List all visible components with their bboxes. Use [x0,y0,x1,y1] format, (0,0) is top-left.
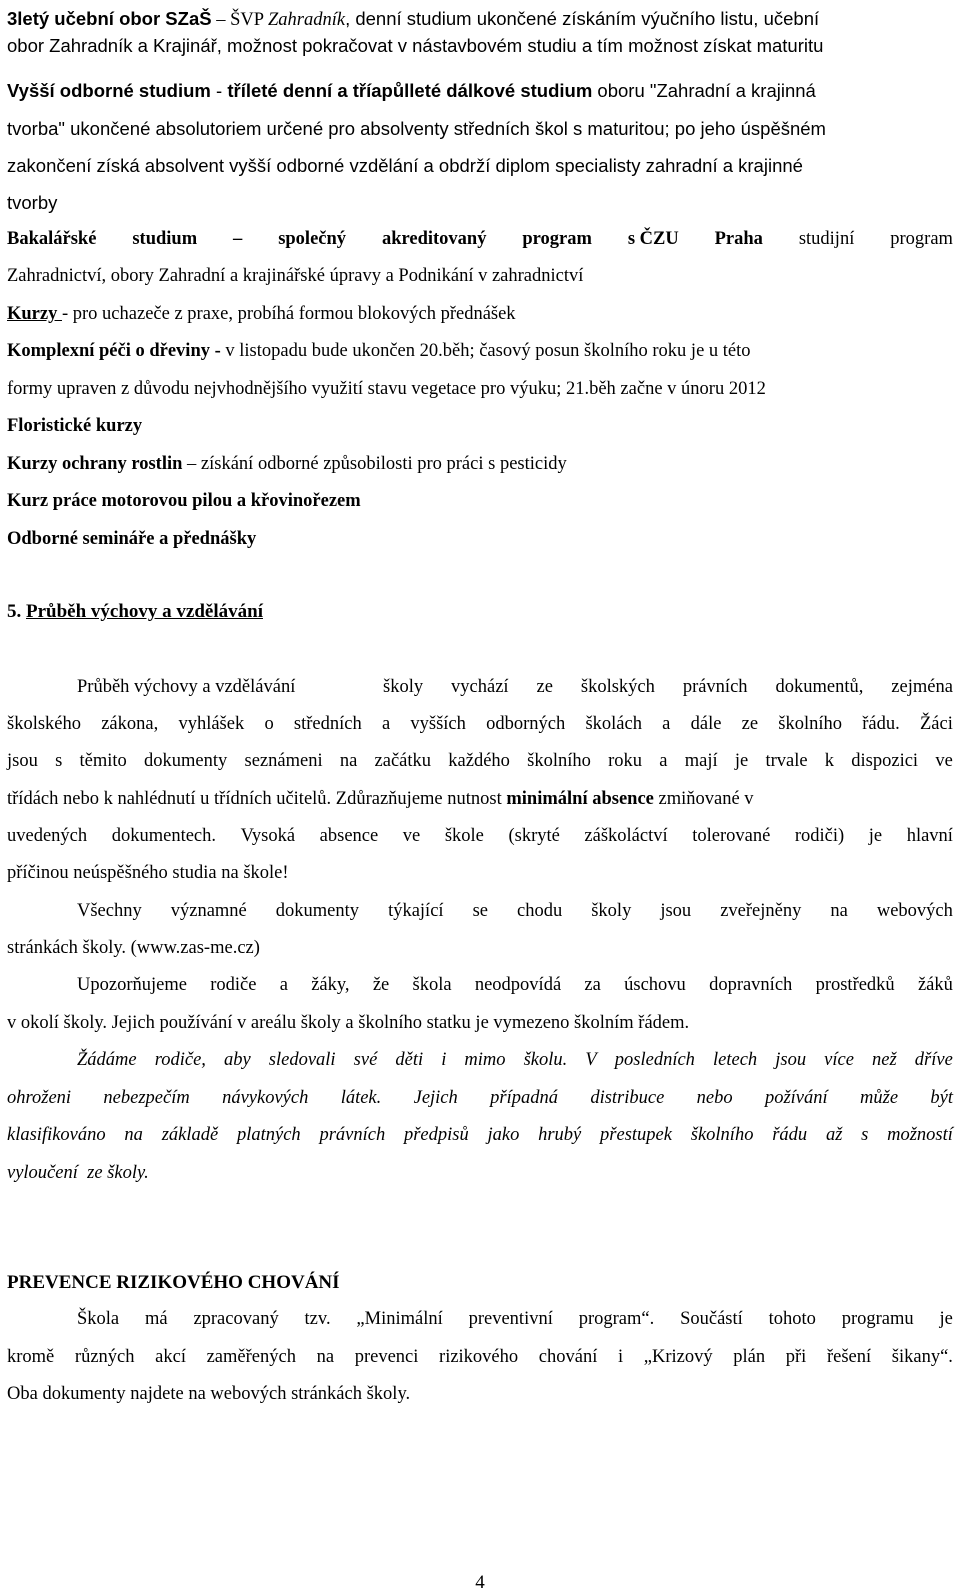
word: jako [487,1125,520,1145]
word: školního [527,751,591,771]
word: úschovu [624,975,686,995]
word: ohroženi [7,1088,72,1108]
word: studium [132,229,198,249]
word: středních [293,714,362,734]
word: školu. [523,1050,568,1070]
word: školského [7,714,81,734]
line-bachelor-2: Zahradnictví, obory Zahradní a krajinářské úpravy a Podnikání v zahradnictví [7,266,584,286]
word: řešení [826,1347,872,1367]
word: řádu. [862,714,900,734]
line-vos-4: tvorby [7,192,58,213]
line-seminars: Odborné semináře a přednášky [7,529,257,549]
word: je [868,826,883,846]
word: dispozici [851,751,919,771]
word: záškoláctví [584,826,668,846]
word: chování [538,1347,598,1367]
word: žáky, [311,975,350,995]
word: odborných [486,714,566,734]
word: se [472,901,488,921]
word: za [584,975,601,995]
word: mají [684,751,718,771]
word: ze [741,714,759,734]
paragraph-line [7,669,953,706]
word: školských [580,677,655,697]
word: že [372,975,390,995]
word: začátku [374,751,432,771]
word: tzv. [304,1309,331,1329]
word: trvale [765,751,808,771]
word: společný [278,229,347,249]
text-regular: třídách nebo k nahlédnutí u třídních učitelů. Zdůrazňujeme nutnost [7,789,507,809]
word: zákona, [101,714,159,734]
heading-number: 5. [7,601,26,622]
heading-title: Průběh výchovy a vzdělávání [26,601,263,622]
word: dokumenty [144,751,228,771]
paragraph-line: Oba dokumenty najdete na webových stránkách školy. [7,1384,411,1404]
word: akreditovaný [381,229,487,249]
word: než [872,1050,897,1070]
text-bold-underlined: Kurzy [7,304,62,324]
word: týkající [388,901,444,921]
word: na [830,901,848,921]
word: rizikového [439,1347,519,1367]
word: distribuce [590,1088,665,1108]
word: škole [444,826,484,846]
word: může [860,1088,899,1108]
text-regular: zmiňované v [653,789,754,809]
paragraph-line: příčinou neúspěšného studia na škole! [7,863,289,883]
word: právních [319,1125,386,1145]
word: Praha [714,229,763,249]
word: případná [490,1088,558,1108]
word: tolerované [692,826,771,846]
text-italic: Zahradník [267,10,346,30]
word: dříve [914,1050,953,1070]
word: prevenci [354,1347,419,1367]
text-bold: tříleté denní a tříapůlleté dálkové studium [227,80,593,101]
word: rodiče, [154,1050,206,1070]
word: i [618,1347,624,1367]
word: dopravních [709,975,793,995]
word: s ČZU [627,229,679,249]
word: Jejich [413,1088,458,1108]
word: prostředků [815,975,895,995]
justified-words [383,669,953,706]
word: s [55,751,63,771]
word: klasifikováno [7,1125,106,1145]
word: zejména [891,677,953,697]
text-regular: oboru "Zahradní a krajinná [592,80,816,101]
paragraph-line [7,1339,953,1376]
word: i [441,1050,447,1070]
word: školního [690,1125,754,1145]
word: na [339,751,358,771]
word: až [825,1125,843,1145]
text-regular: v listopadu bude ukončen 20.běh; časový posun školního roku je u této [220,341,751,361]
word: na [124,1125,143,1145]
word: o [264,714,274,734]
word: plán [733,1347,766,1367]
paragraph-line: v okolí školy. Jejich používání v areálu školy a školního statku je vymezeno školním řádem. [7,1013,690,1033]
word: kromě [7,1347,55,1367]
line-tree-care-1 [7,333,953,370]
word: předpisů [403,1125,469,1145]
word: Škola [77,1309,120,1329]
word: dále [690,714,722,734]
word: „Krizový [643,1347,713,1367]
word: neodpovídá [474,975,562,995]
word: vyhlášek [178,714,245,734]
word: své [353,1050,378,1070]
paragraph-line-italic [7,1080,953,1117]
word: Žáci [919,714,953,734]
word: program“. [578,1309,655,1329]
word: dokumentů, [775,677,864,697]
word: seznámeni [244,751,323,771]
word: dokumenty [275,901,360,921]
word: školy [383,677,424,697]
section-heading-prevention: PREVENCE RIZIKOVÉHO CHOVÁNÍ [7,1272,340,1293]
word: zpracovaný [193,1309,279,1329]
word: – [233,229,243,249]
word: k [824,751,835,771]
paragraph-line [7,967,953,1004]
paragraph-line-italic [7,1117,953,1154]
word: sledovali [268,1050,336,1070]
text-bold: Kurzy ochrany rostlin [7,454,183,474]
word: Vysoká [240,826,296,846]
word: mimo [464,1050,506,1070]
word: nebezpečím [103,1088,190,1108]
word: (skryté [508,826,560,846]
word: a [381,714,391,734]
word: Bakalářské [7,229,97,249]
word: studijní [798,229,855,249]
word: možností [887,1125,953,1145]
paragraph-line [7,743,953,780]
word: jsou [7,751,38,771]
word: dokumentech. [111,826,217,846]
word: být [930,1088,953,1108]
word: V [585,1050,597,1070]
text-bold: 3letý učební obor SZaŠ [7,8,212,29]
text-bold: Vyšší odborné studium [7,80,211,101]
word: rodiči) [794,826,845,846]
word: Součástí [680,1309,743,1329]
word: platných [236,1125,301,1145]
paragraph-line [7,1301,953,1338]
word: webových [876,901,953,921]
word: šikany“. [891,1347,953,1367]
word: každého [448,751,510,771]
word: roku [608,751,643,771]
paragraph-line [7,781,953,818]
word: Upozorňujeme [77,975,187,995]
word: požívání [764,1088,828,1108]
word: programu [841,1309,914,1329]
word: program [890,229,953,249]
word: má [144,1309,168,1329]
paragraph-line-italic [7,1042,953,1079]
word: těmito [79,751,127,771]
word: aby [223,1050,251,1070]
paragraph-line [7,706,953,743]
word: tohoto [768,1309,816,1329]
word: rodiče [210,975,257,995]
word: Všechny [77,901,142,921]
word: zveřejněny [720,901,802,921]
word: právních [682,677,748,697]
word: přestupek [600,1125,672,1145]
word: je [734,751,749,771]
word: školního [778,714,843,734]
word: návykových [222,1088,309,1108]
word: zaměřených [206,1347,296,1367]
word: hrubý [538,1125,582,1145]
word: škola [412,975,452,995]
text-bold: minimální absence [506,789,654,809]
word: více [824,1050,854,1070]
text-regular: - pro uchazeče z praxe, probíhá formou blokových přednášek [61,304,516,324]
word: žáků [917,975,953,995]
word: vyšších [410,714,466,734]
word: vychází [451,677,509,697]
word: jsou [775,1050,807,1070]
word: ze [536,677,553,697]
line-vos-3: zakončení získá absolvent vyšší odborné vzdělání a obdrží diplom specialisty zahradní a krajinné [7,155,803,176]
word: akcí [155,1347,186,1367]
line-tree-care-2: formy upraven z důvodu nejvhodnějšího využití stavu vegetace pro výuku; 21.běh začne v únoru 2012 [7,379,766,399]
line-chainsaw: Kurz práce motorovou pilou a křovinořezem [7,491,361,511]
word: různých [74,1347,135,1367]
line-plant-protection [7,446,953,483]
text-dash: – ŠVP [211,10,268,30]
line-study-2: obor Zahradník a Krajinář, možnost pokračovat v nástavbovém studiu a tím možnost získat maturitu [7,35,824,56]
line-courses [7,296,953,333]
text-bold: Komplexní péči o dřeviny - [7,341,221,361]
page-number: 4 [475,1572,485,1593]
paragraph-line-with-link[interactable]: stránkách školy. (www.zas-me.cz) [7,938,260,958]
word: program [522,229,592,249]
line-vos-2: tvorba" ukončené absolutoriem určené pro absolventy středních škol s maturitou; po jeho úspěšném [7,118,826,139]
word: řádu [772,1125,808,1145]
word: chodu [517,901,563,921]
word: školy [591,901,632,921]
word: uvedených [7,826,88,846]
word: při [785,1347,807,1367]
word: preventivní [468,1309,553,1329]
word: absence [319,826,379,846]
text-regular: - [210,80,228,101]
word: základě [161,1125,219,1145]
paragraph-line [7,893,953,930]
line-bachelor-1 [7,221,953,258]
line-vos-1 [7,72,953,109]
paragraph-line-italic: vyloučení ze školy. [7,1163,149,1183]
text-regular: , denní studium ukončené získáním výučního listu, učební [345,8,820,29]
word: a [659,751,668,771]
word: školách [585,714,642,734]
word: s [861,1125,869,1145]
section-heading [7,593,953,630]
word: na [316,1347,335,1367]
word: nebo [696,1088,733,1108]
word: Žádáme [77,1050,137,1070]
text-regular: – získání odborné způsobilosti pro práci s pesticidy [182,454,567,474]
word: a [662,714,671,734]
word: ve [402,826,421,846]
word: ve [935,751,953,771]
word: děti [395,1050,424,1070]
word: posledních [614,1050,695,1070]
word: významné [170,901,247,921]
line-floristic: Floristické kurzy [7,416,143,436]
word: letech [713,1050,758,1070]
word: a [279,975,288,995]
word: látek. [340,1088,382,1108]
paragraph-line [7,818,953,855]
word: hlavní [906,826,953,846]
word: jsou [660,901,692,921]
word: je [939,1309,953,1329]
text-regular: Průběh výchovy a vzdělávání [77,677,296,697]
word: „Minimální [356,1309,443,1329]
